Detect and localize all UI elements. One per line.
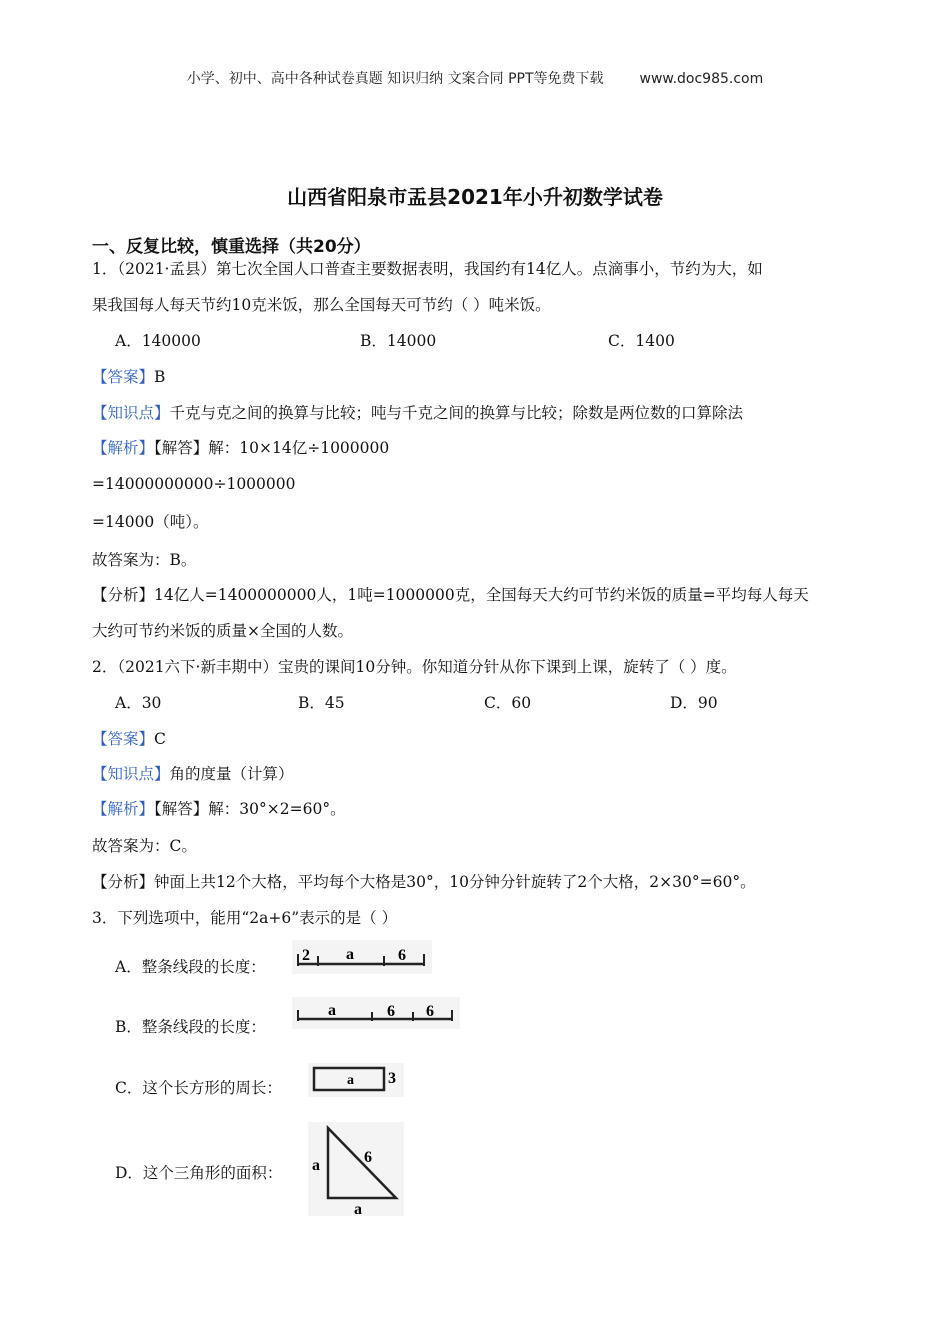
fenxi-value: 14亿人=1400000000人，1吨=1000000克，全国每天大约可节约米饭的质量=平均每人每天 <box>154 586 809 604</box>
figure-c-label-width: 3 <box>388 1070 396 1087</box>
figure-d-triangle <box>308 1122 404 1216</box>
figure-a-segment <box>292 940 432 974</box>
q1-option-c: C．1400 <box>608 332 675 350</box>
solve-value: 解：30°×2=60°。 <box>208 800 346 818</box>
q2-option-b: B．45 <box>298 694 345 712</box>
q2-line1: 2．（2021六下·新丰期中）宝贵的课间10分钟。你知道分针从你下课到上课，旋转了（ ）度。 <box>92 658 737 676</box>
solve-label: 【解答】 <box>154 439 209 457</box>
q1-knowledge <box>92 403 743 423</box>
answer-label: 【答案】 <box>92 730 155 748</box>
answer-label: 【答案】 <box>92 368 155 386</box>
figure-a-label-1: 2 <box>302 947 310 964</box>
knowledge-value: 千克与克之间的换算与比较；吨与千克之间的换算与比较；除数是两位数的口算除法 <box>169 404 744 422</box>
fenxi-label: 【分析】 <box>92 586 155 604</box>
q1-analysis-2: 大约可节约米饭的质量×全国的人数。 <box>92 622 353 640</box>
q2-solution <box>92 799 346 819</box>
fenxi-label: 【分析】 <box>92 873 155 891</box>
q1-final: 故答案为：B。 <box>92 551 197 569</box>
header-text: 小学、初中、高中各种试卷真题 知识归纳 文案合同 PPT等免费下载 <box>186 71 604 87</box>
solve-value: 解：10×14亿÷1000000 <box>208 439 390 457</box>
page-header <box>0 68 950 88</box>
q1-option-b: B．14000 <box>360 332 437 350</box>
q2-option-a: A．30 <box>115 694 162 712</box>
knowledge-value: 角的度量（计算） <box>169 765 294 783</box>
analysis-label: 【解析】 <box>92 439 155 457</box>
q2-knowledge <box>92 764 294 784</box>
answer-value: C <box>154 730 166 748</box>
q2-option-c: C．60 <box>484 694 532 712</box>
q1-calc-2: =14000（吨）。 <box>92 513 209 531</box>
figure-d-label-hypotenuse: 6 <box>364 1149 372 1166</box>
figure-d-label-height: a <box>312 1157 320 1174</box>
q3-option-d: D．这个三角形的面积： <box>115 1164 283 1182</box>
figure-b-segment <box>292 997 460 1029</box>
fenxi-value: 钟面上共12个大格，平均每个大格是30°，10分钟分针旋转了2个大格，2×30°=60°。 <box>154 873 756 891</box>
q2-final: 故答案为：C。 <box>92 837 197 855</box>
q1-answer <box>92 367 165 387</box>
solve-label: 【解答】 <box>154 800 209 818</box>
page-title: 山西省阳泉市盂县2021年小升初数学试卷 <box>287 185 663 209</box>
knowledge-label: 【知识点】 <box>92 404 170 422</box>
q3-option-a: A．整条线段的长度： <box>115 958 266 976</box>
figure-d-label-base: a <box>354 1201 362 1216</box>
q1-analysis-1 <box>92 585 809 605</box>
knowledge-label: 【知识点】 <box>92 765 170 783</box>
figure-b-label-3: 6 <box>426 1003 434 1020</box>
analysis-label: 【解析】 <box>92 800 155 818</box>
q2-analysis <box>92 872 756 892</box>
q3-option-c: C．这个长方形的周长： <box>115 1079 282 1097</box>
q2-option-d: D．90 <box>670 694 718 712</box>
q3-option-b: B．整条线段的长度： <box>115 1018 266 1036</box>
figure-b-label-2: 6 <box>387 1003 395 1020</box>
q1-option-a: A．140000 <box>115 332 201 350</box>
q1-line1: 1．（2021·孟县）第七次全国人口普查主要数据表明，我国约有14亿人。点滴事小，节约为大，如 <box>92 260 763 278</box>
figure-c-label-length: a <box>347 1073 354 1088</box>
section-heading: 一、反复比较，慎重选择（共20分） <box>92 237 371 257</box>
figure-a-label-3: 6 <box>398 947 406 964</box>
answer-value: B <box>154 368 166 386</box>
q1-solution <box>92 438 389 458</box>
q1-line2: 果我国每人每天节约10克米饭，那么全国每天可节约（ ）吨米饭。 <box>92 296 551 314</box>
q3-line1: 3．下列选项中，能用“2a+6”表示的是（ ） <box>92 909 398 927</box>
header-site: www.doc985.com <box>639 71 764 87</box>
figure-c-rectangle <box>308 1063 404 1097</box>
q1-calc-1: =14000000000÷1000000 <box>92 475 296 493</box>
q2-answer <box>92 729 166 749</box>
figure-a-label-2: a <box>346 946 354 963</box>
figure-b-label-1: a <box>328 1002 336 1019</box>
